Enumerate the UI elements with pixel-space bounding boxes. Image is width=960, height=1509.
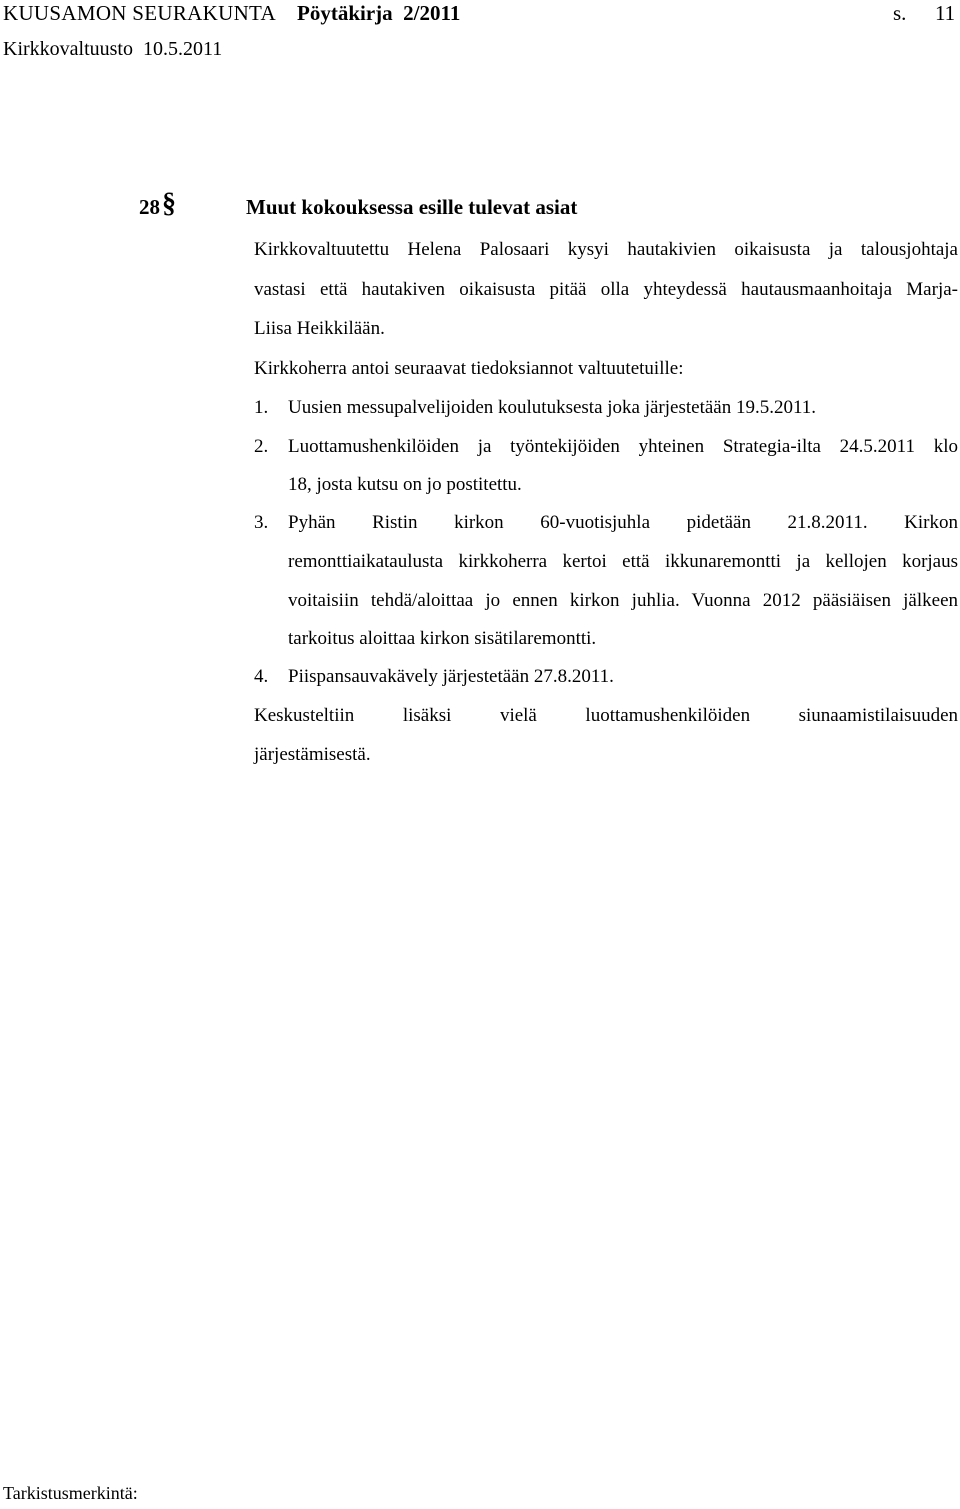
meeting-line: Kirkkovaltuusto 10.5.2011 — [3, 38, 223, 60]
list-number: 3. — [254, 512, 269, 533]
section-symbol: § — [162, 188, 176, 219]
list-item: Piispansauvakävely järjestetään 27.8.2011. — [288, 666, 614, 687]
page-number: 11 — [934, 1, 956, 25]
section-title: Muut kokouksessa esille tulevat asiat — [246, 195, 578, 219]
paragraph-line: Kirkkovaltuutettu Helena Palosaari kysyi hautakivien oikaisusta ja talousjohtaja — [254, 239, 958, 260]
page-label — [893, 0, 955, 26]
closing-line: Keskusteltiin lisäksi vielä luottamushenkilöiden siunaamistilaisuuden — [254, 705, 958, 726]
page-prefix: s. — [893, 1, 907, 25]
list-item: remonttiaikataulusta kirkkoherra kertoi että ikkunaremontti ja kellojen korjaus — [288, 551, 958, 572]
list-number: 1. — [254, 397, 269, 418]
closing-line: järjestämisestä. — [254, 744, 371, 765]
review-mark-label: Tarkistusmerkintä: — [3, 1483, 138, 1503]
list-item: tarkoitus aloittaa kirkon sisätilaremontti. — [288, 628, 597, 649]
intro-line: Kirkkoherra antoi seuraavat tiedoksiannot valtuutetuille: — [254, 358, 684, 379]
section-number: 28 — [139, 195, 160, 219]
paragraph-line: vastasi että hautakiven oikaisusta pitää olla yhteydessä hautausmaanhoitaja Marja- — [254, 279, 958, 300]
list-item: Luottamushenkilöiden ja työntekijöiden yhteinen Strategia-ilta 24.5.2011 klo — [288, 436, 958, 457]
paragraph-line: Liisa Heikkilään. — [254, 318, 385, 339]
document-title: Pöytäkirja 2/2011 — [297, 1, 461, 25]
list-item: Pyhän Ristin kirkon 60-vuotisjuhla pidetään 21.8.2011. Kirkon — [288, 512, 958, 533]
list-number: 2. — [254, 436, 269, 457]
list-number: 4. — [254, 666, 269, 687]
list-item: Uusien messupalvelijoiden koulutuksesta joka järjestetään 19.5.2011. — [288, 397, 817, 418]
list-item: 18, josta kutsu on jo postitettu. — [288, 474, 522, 495]
organization-name: KUUSAMON SEURAKUNTA — [3, 1, 276, 25]
list-item: voitaisiin tehdä/aloittaa jo ennen kirkon juhlia. Vuonna 2012 pääsiäisen jälkeen — [288, 590, 958, 611]
